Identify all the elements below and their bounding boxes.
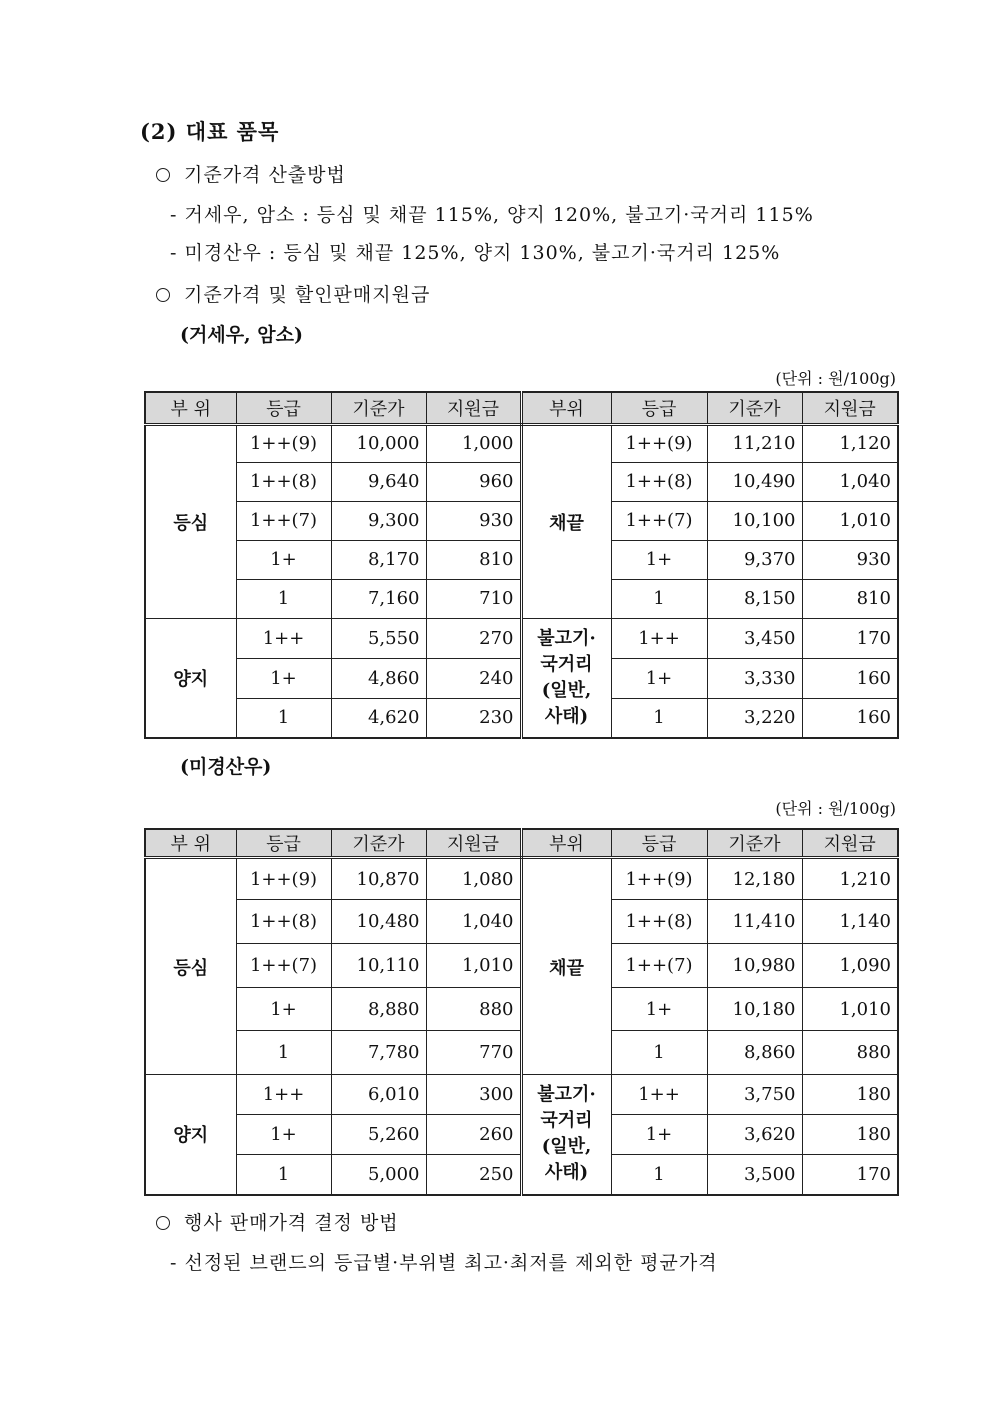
price-table-1: [144, 391, 899, 739]
grade-cell: 1+: [611, 540, 707, 579]
subsidy-cell: 930: [802, 540, 898, 579]
part-cell-left: 등심: [145, 424, 236, 618]
table1-unit: (단위 : 원/100g): [775, 369, 896, 388]
base-price-cell: 10,980: [707, 944, 802, 988]
header-base-price: 기준가: [331, 829, 426, 858]
part-cell-right: 채끝: [521, 424, 611, 618]
grade-cell: 1++(8): [236, 900, 331, 944]
subsidy-cell: 260: [426, 1115, 521, 1155]
header-grade: 등급: [611, 829, 707, 858]
subsidy-cell: 1,090: [802, 944, 898, 988]
grade-cell: 1: [236, 1155, 331, 1195]
method-heading-text: 기준가격 산출방법: [184, 164, 346, 186]
price-heading: [156, 280, 430, 307]
grade-cell: 1: [611, 579, 707, 618]
table-row: [145, 858, 898, 900]
header-grade: 등급: [611, 392, 707, 424]
subsidy-cell: 1,010: [426, 944, 521, 988]
subsidy-cell: 250: [426, 1155, 521, 1195]
base-price-cell: 11,210: [707, 424, 802, 462]
base-price-cell: 8,860: [707, 1031, 802, 1075]
subsidy-cell: 770: [426, 1031, 521, 1075]
subsidy-cell: 180: [802, 1075, 898, 1115]
grade-cell: 1+: [236, 658, 331, 698]
base-price-cell: 7,160: [331, 579, 426, 618]
base-price-cell: 10,110: [331, 944, 426, 988]
subsidy-cell: 1,080: [426, 858, 521, 900]
subsidy-cell: 710: [426, 579, 521, 618]
method-line-2: - 미경산우 : 등심 및 채끝 125%, 양지 130%, 불고기·국거리 125%: [170, 242, 781, 264]
subsidy-cell: 170: [802, 1155, 898, 1195]
grade-cell: 1++(8): [611, 900, 707, 944]
header-subsidy: 지원금: [802, 392, 898, 424]
header-grade: 등급: [236, 392, 331, 424]
table-row: [145, 424, 898, 462]
grade-cell: 1++(7): [611, 944, 707, 988]
base-price-cell: 8,150: [707, 579, 802, 618]
header-grade: 등급: [236, 829, 331, 858]
section-title: (2) 대표 품목: [140, 119, 280, 144]
table-row: [145, 1075, 898, 1115]
subsidy-cell: 270: [426, 618, 521, 658]
base-price-cell: 9,640: [331, 462, 426, 501]
grade-cell: 1: [611, 1031, 707, 1075]
subsidy-cell: 180: [802, 1115, 898, 1155]
subsidy-cell: 1,040: [426, 900, 521, 944]
subsidy-cell: 880: [802, 1031, 898, 1075]
subsidy-cell: 170: [802, 618, 898, 658]
table2-subtitle: (미경산우): [180, 756, 272, 778]
grade-cell: 1+: [236, 988, 331, 1031]
grade-cell: 1++(7): [236, 944, 331, 988]
subsidy-cell: 1,010: [802, 501, 898, 540]
part-cell-right: 채끝: [521, 858, 611, 1075]
subsidy-cell: 960: [426, 462, 521, 501]
base-price-cell: 5,550: [331, 618, 426, 658]
base-price-cell: 12,180: [707, 858, 802, 900]
base-price-cell: 10,490: [707, 462, 802, 501]
subsidy-cell: 160: [802, 698, 898, 738]
grade-cell: 1++(9): [611, 424, 707, 462]
base-price-cell: 7,780: [331, 1031, 426, 1075]
base-price-cell: 3,620: [707, 1115, 802, 1155]
table2-unit: (단위 : 원/100g): [775, 799, 896, 818]
grade-cell: 1+: [611, 1115, 707, 1155]
header-subsidy: 지원금: [426, 392, 521, 424]
grade-cell: 1++: [236, 1075, 331, 1115]
base-price-cell: 4,860: [331, 658, 426, 698]
base-price-cell: 6,010: [331, 1075, 426, 1115]
part-cell-right: 불고기· 국거리 (일반, 사태): [521, 618, 611, 738]
header-subsidy: 지원금: [426, 829, 521, 858]
grade-cell: 1++(7): [611, 501, 707, 540]
subsidy-cell: 1,040: [802, 462, 898, 501]
subsidy-cell: 1,140: [802, 900, 898, 944]
grade-cell: 1++(8): [611, 462, 707, 501]
event-line: - 선정된 브랜드의 등급별·부위별 최고·최저를 제외한 평균가격: [170, 1252, 718, 1274]
grade-cell: 1: [611, 698, 707, 738]
subsidy-cell: 810: [802, 579, 898, 618]
header-part: 부 위: [145, 392, 236, 424]
header-subsidy: 지원금: [802, 829, 898, 858]
grade-cell: 1++(7): [236, 501, 331, 540]
base-price-cell: 10,100: [707, 501, 802, 540]
event-heading: [156, 1208, 399, 1235]
part-cell-left: 양지: [145, 1075, 236, 1195]
grade-cell: 1: [611, 1155, 707, 1195]
base-price-cell: 10,000: [331, 424, 426, 462]
subsidy-cell: 240: [426, 658, 521, 698]
base-price-cell: 11,410: [707, 900, 802, 944]
event-heading-text: 행사 판매가격 결정 방법: [184, 1212, 399, 1234]
header-part: 부위: [521, 829, 611, 858]
part-cell-left: 등심: [145, 858, 236, 1075]
header-base-price: 기준가: [707, 392, 802, 424]
grade-cell: 1+: [236, 1115, 331, 1155]
base-price-cell: 8,170: [331, 540, 426, 579]
base-price-cell: 3,220: [707, 698, 802, 738]
subsidy-cell: 880: [426, 988, 521, 1031]
grade-cell: 1+: [236, 540, 331, 579]
grade-cell: 1++(9): [611, 858, 707, 900]
header-part: 부위: [521, 392, 611, 424]
grade-cell: 1: [236, 1031, 331, 1075]
method-heading: [156, 160, 346, 187]
grade-cell: 1++: [611, 618, 707, 658]
grade-cell: 1++(9): [236, 424, 331, 462]
circle-bullet-icon: [156, 288, 170, 302]
grade-cell: 1++: [611, 1075, 707, 1115]
base-price-cell: 3,750: [707, 1075, 802, 1115]
subsidy-cell: 810: [426, 540, 521, 579]
price-heading-text: 기준가격 및 할인판매지원금: [184, 284, 431, 306]
base-price-cell: 3,450: [707, 618, 802, 658]
circle-bullet-icon: [156, 168, 170, 182]
subsidy-cell: 1,120: [802, 424, 898, 462]
part-cell-right: 불고기· 국거리 (일반, 사태): [521, 1075, 611, 1195]
subsidy-cell: 1,010: [802, 988, 898, 1031]
grade-cell: 1++(8): [236, 462, 331, 501]
base-price-cell: 10,480: [331, 900, 426, 944]
header-base-price: 기준가: [331, 392, 426, 424]
table-header-row: [145, 392, 898, 424]
base-price-cell: 4,620: [331, 698, 426, 738]
grade-cell: 1+: [611, 988, 707, 1031]
table-row: [145, 618, 898, 658]
table-header-row: [145, 829, 898, 858]
base-price-cell: 3,330: [707, 658, 802, 698]
grade-cell: 1: [236, 698, 331, 738]
subsidy-cell: 300: [426, 1075, 521, 1115]
part-cell-left: 양지: [145, 618, 236, 738]
subsidy-cell: 1,000: [426, 424, 521, 462]
header-base-price: 기준가: [707, 829, 802, 858]
subsidy-cell: 930: [426, 501, 521, 540]
subsidy-cell: 1,210: [802, 858, 898, 900]
base-price-cell: 10,870: [331, 858, 426, 900]
base-price-cell: 9,370: [707, 540, 802, 579]
base-price-cell: 3,500: [707, 1155, 802, 1195]
header-part: 부 위: [145, 829, 236, 858]
table1-subtitle: (거세우, 암소): [180, 324, 303, 346]
grade-cell: 1++(9): [236, 858, 331, 900]
base-price-cell: 9,300: [331, 501, 426, 540]
subsidy-cell: 160: [802, 658, 898, 698]
grade-cell: 1+: [611, 658, 707, 698]
base-price-cell: 5,000: [331, 1155, 426, 1195]
subsidy-cell: 230: [426, 698, 521, 738]
base-price-cell: 5,260: [331, 1115, 426, 1155]
grade-cell: 1: [236, 579, 331, 618]
base-price-cell: 8,880: [331, 988, 426, 1031]
price-table-2: [144, 828, 899, 1196]
grade-cell: 1++: [236, 618, 331, 658]
circle-bullet-icon: [156, 1216, 170, 1230]
method-line-1: - 거세우, 암소 : 등심 및 채끝 115%, 양지 120%, 불고기·국거리 115%: [170, 204, 814, 226]
base-price-cell: 10,180: [707, 988, 802, 1031]
